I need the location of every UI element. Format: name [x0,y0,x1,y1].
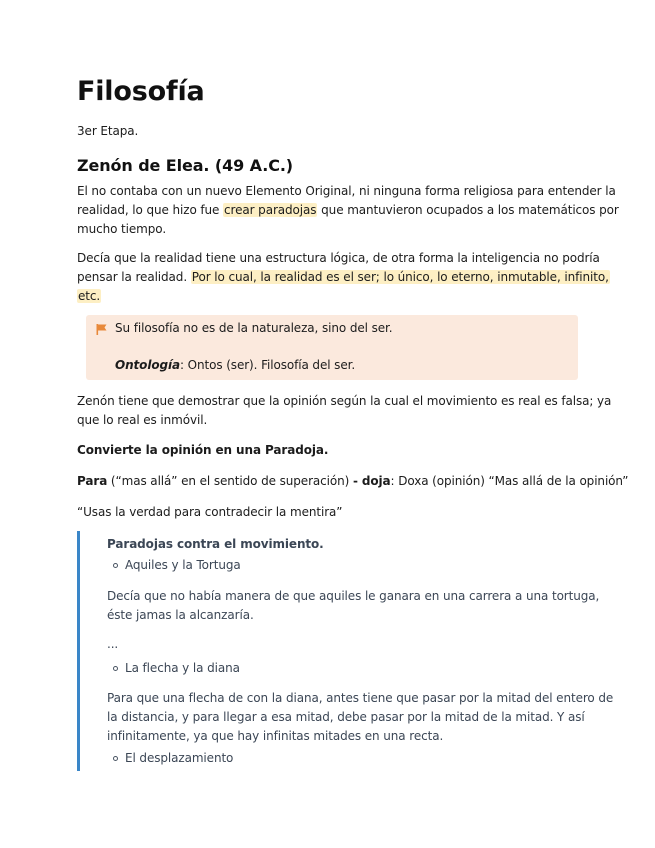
etymology-line [77,472,628,492]
list-item: Aquiles y la Tortuga [125,558,241,572]
paragraph-line [77,201,619,221]
paragraph-line: que lo real es inmóvil. [77,413,208,427]
page-title: Filosofía [77,76,205,107]
paragraph-line: Decía que la realidad tiene una estructura lógica, de otra forma la inteligencia no podría [77,251,600,265]
callout-definition [115,356,355,376]
bullet-icon [113,666,118,671]
bullet-icon [113,756,118,761]
list-item: La flecha y la diana [125,661,240,675]
paragraph-line [77,287,101,307]
quote-line: “Usas la verdad para contradecir la mentira” [77,505,343,519]
term: Para [77,474,108,488]
stage-label: 3er Etapa. [77,124,139,138]
list-item-description: infinitamente, ya que hay infinitas mitades en una recta. [107,729,444,743]
text-run: (“mas allá” en el sentido de superación) [107,474,353,488]
flag-icon [96,324,107,335]
callout-box [86,315,578,380]
section-title: Zenón de Elea. (49 A.C.) [77,156,294,175]
paragraph-line: El no contaba con un nuevo Elemento Original, ni ninguna forma religiosa para entender la [77,184,616,198]
quote-bar [77,531,80,771]
paragraph-line [77,268,610,288]
term: Ontología [115,358,180,372]
ellipsis: ... [107,637,119,651]
list-item-description: Decía que no había manera de que aquiles le ganara en una carrera a una tortuga, [107,589,600,603]
list-item-description: Para que una flecha de con la diana, antes tiene que pasar por la mitad del entero de [107,691,614,705]
text-run: pensar la realidad. [77,270,191,284]
paragraph-line: mucho tiempo. [77,222,167,236]
text-run: que mantuvieron ocupados a los matemáticos por [317,203,619,217]
paragraph-line: Zenón tiene que demostrar que la opinión según la cual el movimiento es real es falsa; ya [77,394,612,408]
blockquote-heading: Paradojas contra el movimiento. [107,537,324,551]
callout-text: Su filosofía no es de la naturaleza, sino del ser. [115,321,393,335]
list-item-description: éste jamas la alcanzaría. [107,608,254,622]
text-run: : Doxa (opinión) “Mas allá de la opinión” [390,474,629,488]
list-item-description: la distancia, y para llegar a esa mitad, debe pasar por la mitad de la mitad. Y así [107,710,585,724]
convert-statement: Convierte la opinión en una Paradoja. [77,443,329,457]
highlight: etc. [78,289,101,303]
term: - doja [352,474,391,488]
bullet-icon [113,563,118,568]
definition: : Ontos (ser). Filosofía del ser. [179,358,356,372]
text-run: realidad, lo que hizo fue [77,203,224,217]
highlight: Por lo cual, la realidad es el ser; lo único, lo eterno, inmutable, infinito, [191,270,609,284]
highlight: crear paradojas [224,203,317,217]
list-item: El desplazamiento [125,751,234,765]
